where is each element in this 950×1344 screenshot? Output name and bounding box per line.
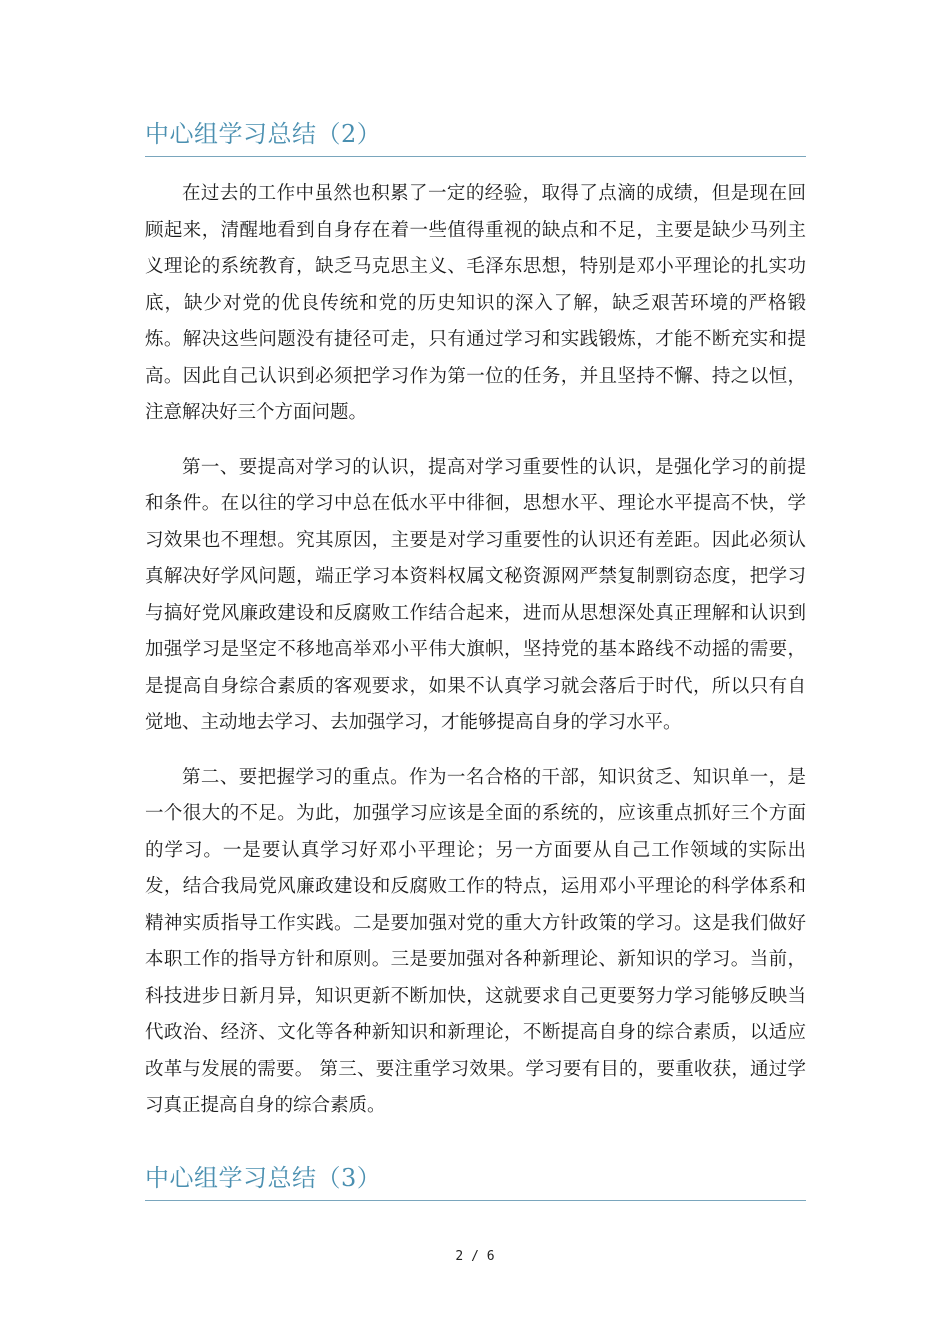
- section-title: 中心组学习总结（2）: [145, 118, 806, 157]
- paragraph: 第二、要把握学习的重点。作为一名合格的干部，知识贫乏、知识单一，是一个很大的不足。为此，加强学习应该是全面的系统的，应该重点抓好三个方面的学习。一是要认真学习好邓小平理论；另一方面要从自己工作领域的实际出发，结合我局党风廉政建设和反腐败工作的特点，运用邓小平理论的科学体系和精神实质指导工作实践。二是要加强对党的重大方针政策的学习。这是我们做好本职工作的指导方针和原则。三是要加强对各种新理论、新知识的学习。当前，科技进步日新月异，知识更新不断加快，这就要求自己更要努力学习能够反映当代政治、经济、文化等各种新知识和新理论，不断提高自身的综合素质，以适应改革与发展的需要。 第三、要注重学习效果。学习要有目的，要重收获，通过学习真正提高自身的综合素质。: [145, 766, 806, 1116]
- section-title: 中心组学习总结（3）: [145, 1162, 806, 1201]
- page-number: 2 / 6: [455, 1249, 495, 1264]
- paragraph: 第一、要提高对学习的认识，提高对学习重要性的认识，是强化学习的前提和条件。在以往的学习中总在低水平中徘徊，思想水平、理论水平提高不快，学习效果也不理想。究其原因，主要是对学习重要性的认识还有差距。因此必须认真解决好学风问题，端正学习本资料权属文秘资源网严禁复制剽窃态度，把学习与搞好党风廉政建设和反腐败工作结合起来，进而从思想深处真正理解和认识到加强学习是坚定不移地高举邓小平伟大旗帜，坚持党的基本路线不动摇的需要，是提高自身综合素质的客观要求，如果不认真学习就会落后于时代，所以只有自觉地、主动地去学习、去加强学习，才能够提高自身的学习水平。: [145, 456, 806, 733]
- document-body: [145, 176, 806, 1125]
- paragraph: 在过去的工作中虽然也积累了一定的经验，取得了点滴的成绩，但是现在回顾起来，清醒地看到自身存在着一些值得重视的缺点和不足，主要是缺少马列主义理论的系统教育，缺乏马克思主义、毛泽东思想，特别是邓小平理论的扎实功底，缺少对党的优良传统和党的历史知识的深入了解，缺乏艰苦环境的严格锻炼。解决这些问题没有捷径可走，只有通过学习和实践锻炼，才能不断充实和提高。因此自己认识到必须把学习作为第一位的任务，并且坚持不懈、持之以恒，注意解决好三个方面问题。: [145, 183, 806, 423]
